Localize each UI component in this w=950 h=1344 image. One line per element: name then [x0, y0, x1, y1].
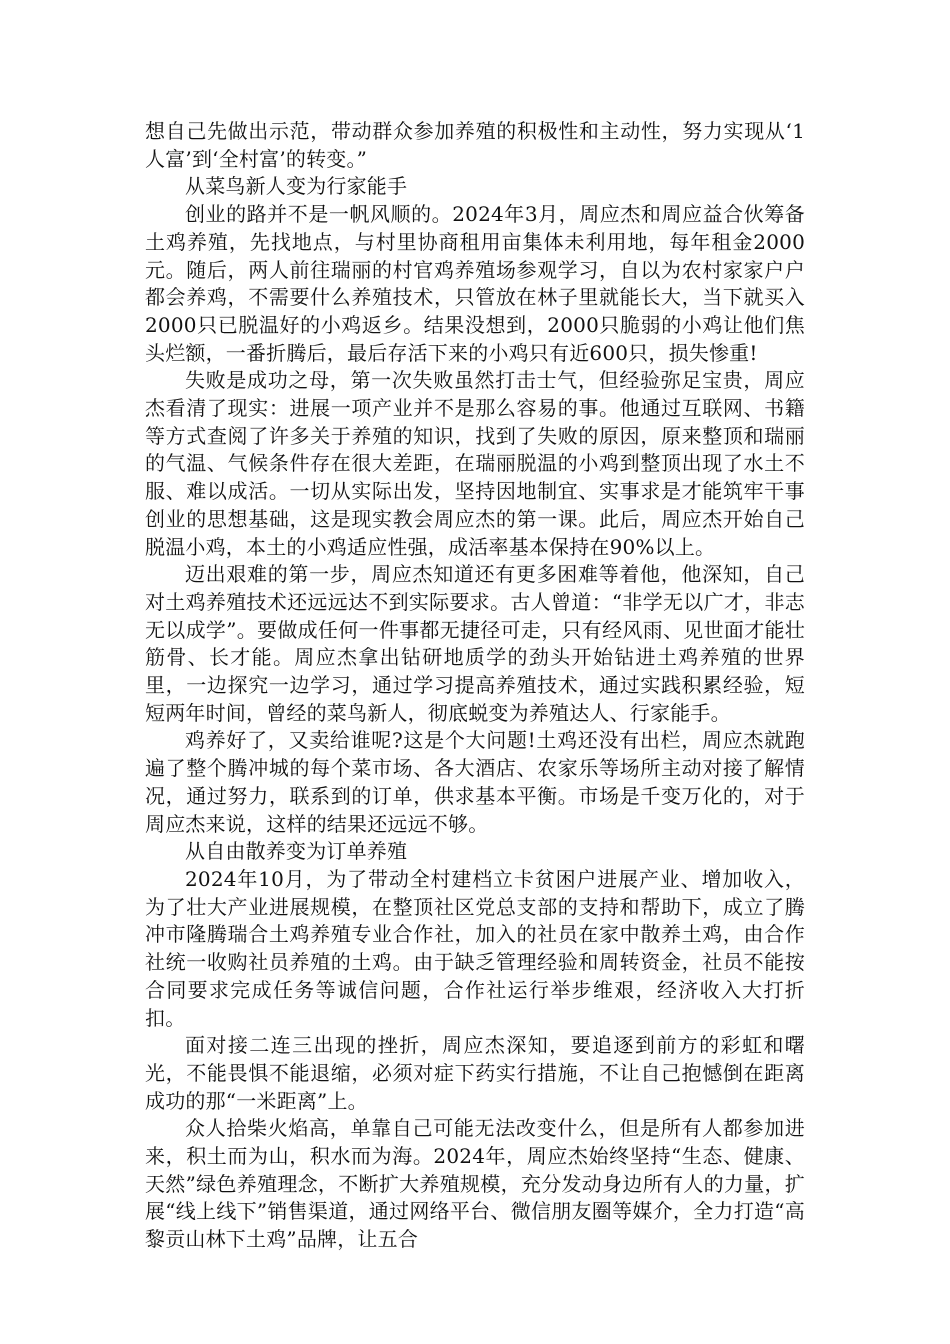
paragraph-continued: 想自己先做出示范，带动群众参加养殖的积极性和主动性，努力实现从‘1人富’到‘全村富’的转变。” — [145, 119, 805, 171]
paragraph: 鸡养好了，又卖给谁呢?这是个大问题!土鸡还没有出栏，周应杰就跑遍了整个腾冲城的每个菜市场、各大酒店、农家乐等场所主动对接了解情况，通过努力，联系到的订单，供求基本平衡。市场是千变万化的，对于周应杰来说，这样的结果还远远不够。 — [145, 728, 805, 836]
section-heading: 从菜鸟新人变为行家能手 — [185, 174, 408, 199]
paragraph: 失败是成功之母，第一次失败虽然打击士气，但经验弥足宝贵，周应杰看清了现实：进展一项产业并不是那么容易的事。他通过互联网、书籍等方式查阅了许多关于养殖的知识，找到了失败的原因，原来整顶和瑞丽的气温、气候条件存在很大差距，在瑞丽脱温的小鸡到整顶出现了水土不服、难以成活。一切从实际出发，坚持因地制宜、实事求是才能筑牢干事创业的思想基础，这是现实教会周应杰的第一课。此后，周应杰开始自己脱温小鸡，本土的小鸡适应性强，成活率基本保持在90%以上。 — [145, 368, 805, 559]
paragraph: 众人拾柴火焰高，单靠自己可能无法改变什么，但是所有人都参加进来，积土而为山，积水而为海。2024年，周应杰始终坚持“生态、健康、天然”绿色养殖理念，不断扩大养殖规模，充分发动身边所有人的力量，扩展“线上线下”销售渠道，通过网络平台、微信朋友圈等媒介，全力打造“高黎贡山林下土鸡”品牌，让五合 — [145, 1116, 805, 1252]
paragraph: 面对接二连三出现的挫折，周应杰深知，要追逐到前方的彩虹和曙光，不能畏惧不能退缩，必须对症下药实行措施，不让自己抱憾倒在距离成功的那“一米距离”上。 — [145, 1033, 805, 1113]
paragraph: 创业的路并不是一帆风顺的。2024年3月，周应杰和周应益合伙筹备土鸡养殖，先找地点，与村里协商租用亩集体未利用地，每年租金2000元。随后，两人前往瑞丽的村官鸡养殖场参观学习，自以为农村家家户户都会养鸡，不需要什么养殖技术，只管放在林子里就能长大，当下就买入2000只已脱温好的小鸡返乡。结果没想到，2000只脆弱的小鸡让他们焦头烂额，一番折腾后，最后存活下来的小鸡只有近600只，损失惨重! — [145, 202, 805, 365]
document-page — [145, 118, 805, 1254]
paragraph: 2024年10月，为了带动全村建档立卡贫困户进展产业、增加收入，为了壮大产业进展规模，在整顶社区党总支部的支持和帮助下，成立了腾冲市隆腾瑞合土鸡养殖专业合作社，加入的社员在家中散养土鸡，由合作社统一收购社员养殖的土鸡。由于缺乏管理经验和周转资金，社员不能按合同要求完成任务等诚信问题，合作社运行举步维艰，经济收入大打折扣。 — [145, 866, 805, 1030]
section-heading: 从自由散养变为订单养殖 — [185, 839, 408, 864]
paragraph: 迈出艰难的第一步，周应杰知道还有更多困难等着他，他深知，自己对土鸡养殖技术还远远达不到实际要求。古人曾道：“非学无以广才，非志无以成学”。要做成任何一件事都无捷径可走，只有经风雨、见世面才能壮筋骨、长才能。周应杰拿出钻研地质学的劲头开始钻进土鸡养殖的世界里，一边探究一边学习，通过学习提高养殖技术，通过实践积累经验，短短两年时间，曾经的菜鸟新人，彻底蜕变为养殖达人、行家能手。 — [145, 562, 805, 725]
